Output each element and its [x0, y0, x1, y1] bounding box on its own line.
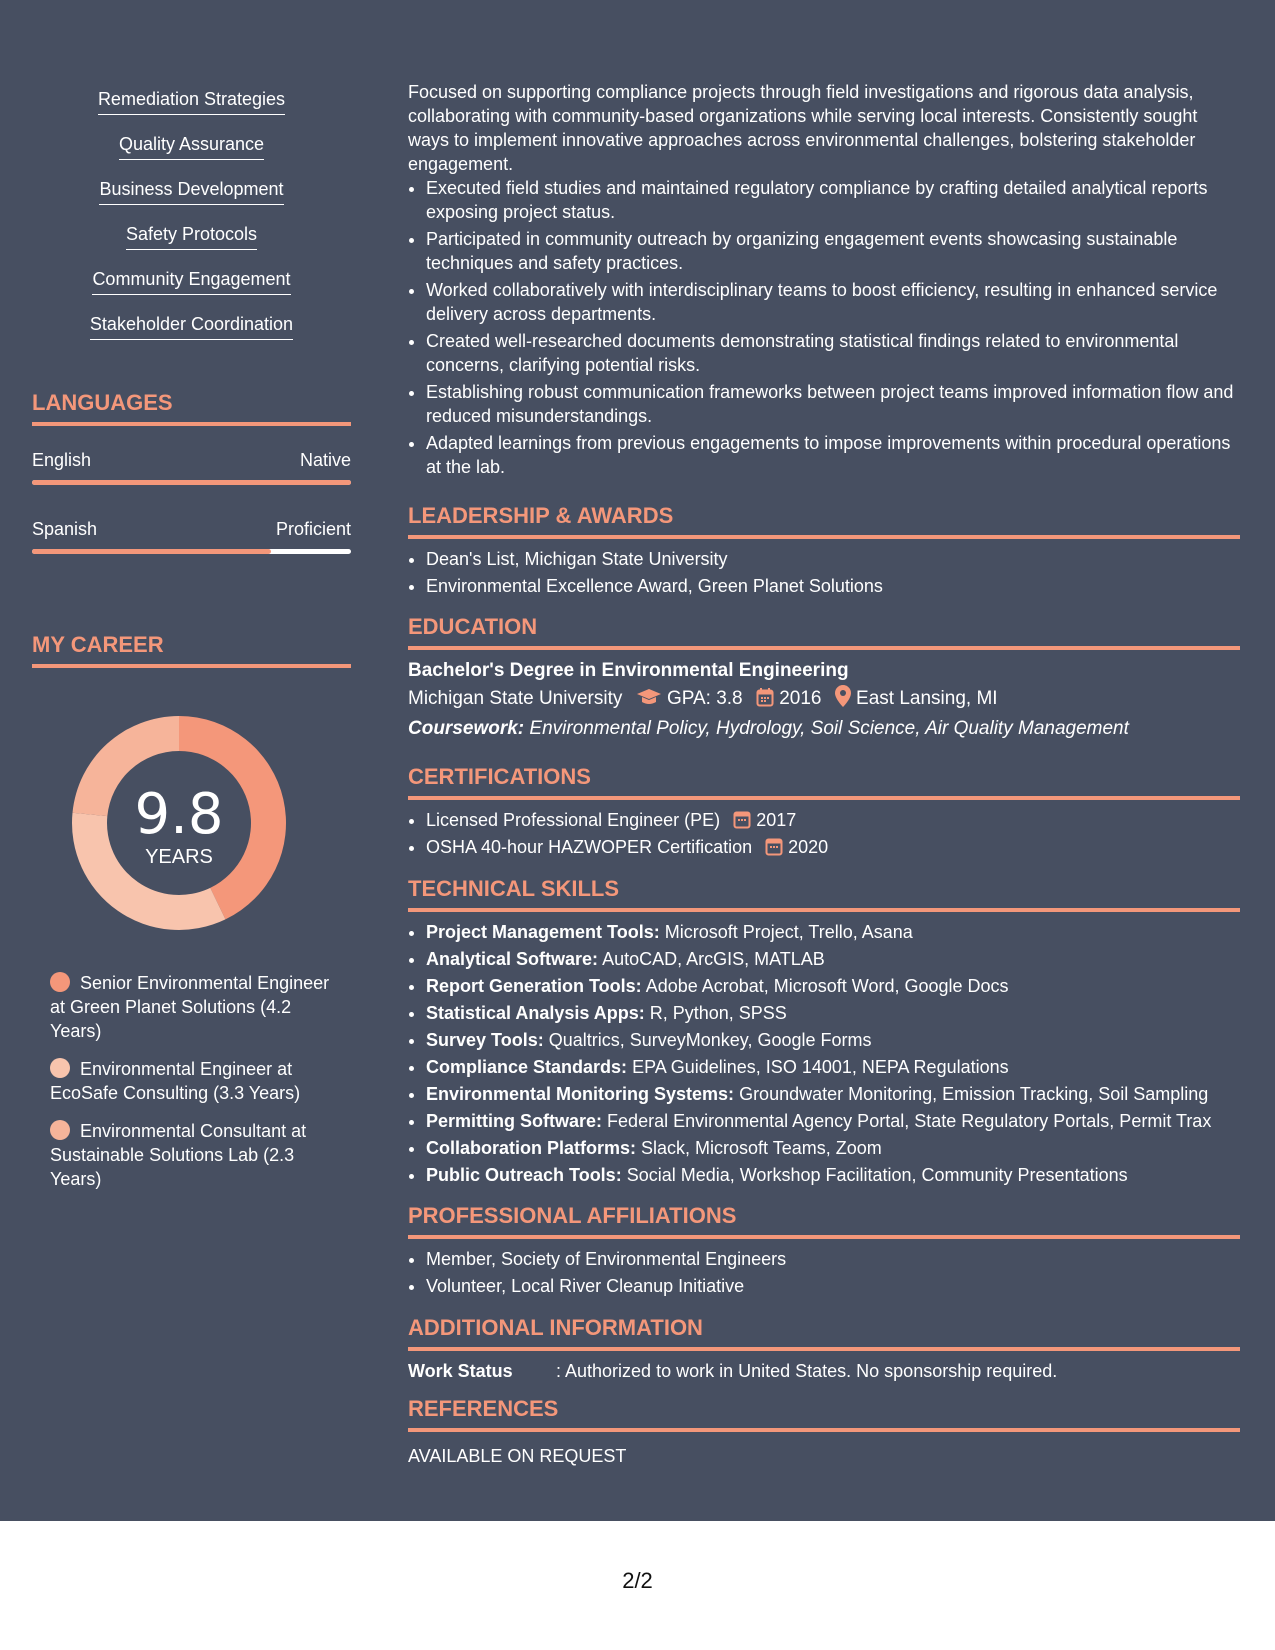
experience-bullet: • Adapted learnings from previous engagements to impose improvements within procedural operations at the lab. [426, 431, 1240, 479]
coursework-list: Environmental Policy, Hydrology, Soil Science, Air Quality Management [529, 718, 1129, 739]
skill-item: Community Engagement [92, 268, 290, 295]
technical-skill-item [426, 974, 1240, 998]
work-status [408, 1359, 1240, 1383]
certification-name: Licensed Professional Engineer (PE) [426, 810, 721, 830]
skill-category: Project Management Tools: [426, 922, 660, 942]
technical-skills-section [408, 876, 1240, 1190]
skill-values: R, Python, SPSS [649, 1003, 787, 1023]
leadership-list [408, 547, 1240, 598]
additional-info-title: ADDITIONAL INFORMATION [408, 1315, 1240, 1351]
legend-dot [50, 972, 70, 992]
certification-name: OSHA 40-hour HAZWOPER Certification [426, 837, 753, 857]
leadership-section [408, 503, 1240, 601]
experience-bullet: • Executed field studies and maintained regulatory compliance by crafting detailed analytical reports exposing project status. [426, 176, 1240, 224]
skill-item: Quality Assurance [119, 133, 264, 160]
certification-year: 2017 [756, 810, 797, 830]
calendar-icon [756, 687, 774, 707]
work-status-value: : Authorized to work in United States. No sponsorship required. [556, 1361, 1058, 1381]
references-section [408, 1396, 1240, 1468]
skill-item: Stakeholder Coordination [90, 313, 293, 340]
technical-skill-item [426, 1028, 1240, 1052]
legend-dot [50, 1120, 70, 1140]
skill-values: Groundwater Monitoring, Emission Tracking, Soil Sampling [739, 1084, 1209, 1104]
graduation-cap-icon [636, 687, 662, 707]
skill-item: Remediation Strategies [98, 88, 285, 115]
additional-info-section [408, 1315, 1240, 1383]
school-name: Michigan State University [408, 688, 623, 709]
affiliations-list [408, 1247, 1240, 1298]
language-level: Proficient [275, 519, 351, 539]
certification-year: 2020 [788, 837, 829, 857]
technical-skills-list [408, 920, 1240, 1187]
technical-skill-item [426, 1001, 1240, 1025]
education-section [408, 614, 1240, 744]
education-details [408, 684, 1240, 714]
graduation-year: 2016 [779, 688, 822, 709]
school-location: East Lansing, MI [856, 688, 998, 709]
skill-category: Statistical Analysis Apps: [426, 1003, 645, 1023]
gpa: GPA: 3.8 [666, 688, 743, 709]
career-title: MY CAREER [32, 632, 351, 668]
career-legend-item [50, 1057, 330, 1105]
career-total: 9.8 [134, 782, 224, 847]
career-legend-item [50, 1119, 330, 1191]
technical-skill-item [426, 920, 1240, 944]
location-pin-icon [835, 685, 851, 707]
legend-dot [50, 1058, 70, 1078]
skill-category: Report Generation Tools: [426, 976, 642, 996]
skill-values: Federal Environmental Agency Portal, State Regulatory Portals, Permit Trax [607, 1111, 1212, 1131]
skill-category: Compliance Standards: [426, 1057, 628, 1077]
language-level-bar [32, 480, 351, 485]
coursework-label: Coursework: [408, 718, 525, 739]
skill-category: Permitting Software: [426, 1111, 603, 1131]
certification-item [426, 808, 1240, 832]
certifications-title: CERTIFICATIONS [408, 764, 1240, 800]
language-english [32, 449, 351, 485]
skill-values: Qualtrics, SurveyMonkey, Google Forms [548, 1030, 872, 1050]
experience-bullet: • Establishing robust communication frameworks between project teams improved information flow and reduced misunderstandings. [426, 380, 1240, 428]
technical-skill-item [426, 947, 1240, 971]
references-title: REFERENCES [408, 1396, 1240, 1432]
language-level: Native [299, 450, 351, 470]
certification-item [426, 835, 1240, 859]
references-text: AVAILABLE ON REQUEST [408, 1446, 627, 1466]
experience-summary: Focused on supporting compliance projects through field investigations and rigorous data analysis, collaborating with community-based organizations while serving local interests. Consistently sought ways to implement innovative approaches across environmental challenges, bolstering stakeholder engagement. [408, 82, 1198, 174]
technical-skill-item [426, 1136, 1240, 1160]
skill-category: Environmental Monitoring Systems: [426, 1084, 735, 1104]
leadership-item: • Dean's List, Michigan State University [426, 547, 1240, 571]
technical-skill-item [426, 1163, 1240, 1187]
language-level-fill [32, 480, 351, 485]
affiliations-section [408, 1203, 1240, 1301]
skill-item: Safety Protocols [126, 223, 257, 250]
technical-skill-item [426, 1109, 1240, 1133]
technical-skills-title: TECHNICAL SKILLS [408, 876, 1240, 912]
language-level-bar [32, 549, 351, 554]
work-status-label: Work Status [408, 1361, 513, 1381]
coursework [408, 714, 1240, 744]
skill-category: Survey Tools: [426, 1030, 544, 1050]
affiliation-item: • Volunteer, Local River Cleanup Initiative [426, 1274, 1240, 1298]
experience-bullets [408, 176, 1240, 479]
language-name: Spanish [32, 519, 98, 539]
affiliations-title: PROFESSIONAL AFFILIATIONS [408, 1203, 1240, 1239]
career-donut-chart [66, 710, 292, 936]
skill-values: Microsoft Project, Trello, Asana [664, 922, 913, 942]
skill-category: Analytical Software: [426, 949, 599, 969]
language-name: English [32, 450, 92, 470]
career-legend-label: Environmental Engineer at EcoSafe Consulting (3.3 Years) [50, 1059, 301, 1103]
skill-values: EPA Guidelines, ISO 14001, NEPA Regulations [632, 1057, 1009, 1077]
leadership-item: • Environmental Excellence Award, Green Planet Solutions [426, 574, 1240, 598]
skill-values: Social Media, Workshop Facilitation, Community Presentations [626, 1165, 1128, 1185]
career-legend-label: Senior Environmental Engineer at Green Planet Solutions (4.2 Years) [50, 973, 330, 1041]
page-number: 2/2 [622, 1568, 653, 1593]
career-legend-item [50, 971, 330, 1043]
technical-skill-item [426, 1055, 1240, 1079]
skills-list [32, 88, 351, 358]
experience-bullet: • Worked collaboratively with interdisciplinary teams to boost efficiency, resulting in enhanced service delivery across departments. [426, 278, 1240, 326]
experience-bullet: • Created well-researched documents demonstrating statistical findings related to environmental concerns, clarifying potential risks. [426, 329, 1240, 377]
calendar-icon [733, 809, 751, 829]
language-level-fill [32, 549, 271, 554]
education-title: EDUCATION [408, 614, 1240, 650]
leadership-title: LEADERSHIP & AWARDS [408, 503, 1240, 539]
certifications-section [408, 764, 1240, 862]
experience-block [408, 80, 1240, 482]
certifications-list [408, 808, 1240, 859]
skill-category: Collaboration Platforms: [426, 1138, 637, 1158]
language-spanish [32, 518, 351, 554]
career-unit: YEARS [145, 846, 213, 868]
skill-item: Business Development [99, 178, 283, 205]
languages-title: LANGUAGES [32, 390, 351, 426]
affiliation-item: • Member, Society of Environmental Engineers [426, 1247, 1240, 1271]
career-section [32, 632, 351, 668]
skill-values: Adobe Acrobat, Microsoft Word, Google Docs [645, 976, 1009, 996]
experience-bullet: • Participated in community outreach by organizing engagement events showcasing sustainable techniques and safety practices. [426, 227, 1240, 275]
languages-section [32, 390, 351, 426]
technical-skill-item [426, 1082, 1240, 1106]
skill-values: AutoCAD, ArcGIS, MATLAB [602, 949, 825, 969]
career-legend-label: Environmental Consultant at Sustainable Solutions Lab (2.3 Years) [50, 1121, 307, 1189]
degree-title: Bachelor's Degree in Environmental Engineering [408, 660, 849, 681]
skill-values: Slack, Microsoft Teams, Zoom [641, 1138, 882, 1158]
calendar-icon [765, 836, 783, 856]
skill-category: Public Outreach Tools: [426, 1165, 622, 1185]
